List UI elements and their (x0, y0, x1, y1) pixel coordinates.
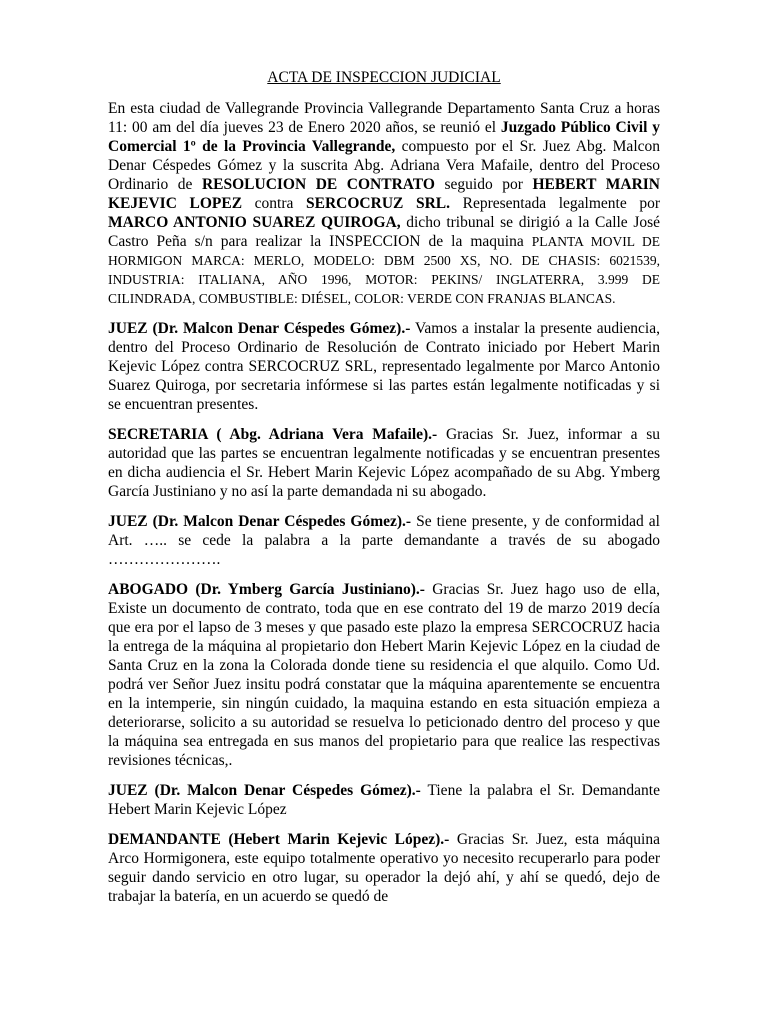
speaker-label: JUEZ (Dr. Malcon Denar Céspedes Gómez).- (108, 513, 412, 530)
intro-text-6: dicho tribunal se dirigió a la Calle José Castro Peña s/n para realizar la INSPECCION de la maquina (108, 214, 661, 250)
intro-text-5: Representada legalmente por (450, 195, 660, 212)
speaker-label: DEMANDANTE (Hebert Marin Kejevic López).- (108, 831, 450, 848)
speaker-label: JUEZ (Dr. Malcon Denar Céspedes Gómez).- (108, 320, 411, 337)
court-name: Juzgado Público Civil y Comercial 1º de la Provincia Vallegrande, (108, 119, 660, 155)
intro-paragraph (108, 99, 660, 308)
paragraph-judge-2 (108, 512, 660, 569)
intro-text-1: En esta ciudad de Vallegrande Provincia Vallegrande Departamento Santa Cruz a horas 11: 00 am del día jueves 23 de Enero 2020 años, se reunió el (108, 100, 660, 136)
intro-text-4: contra (242, 195, 307, 212)
process-type: RESOLUCION DE CONTRATO (201, 176, 435, 193)
representative-name: MARCO ANTONIO SUAREZ QUIROGA, (108, 214, 401, 231)
machine-description: PLANTA MOVIL DE HORMIGON MARCA: MERLO, MODELO: DBM 2500 XS, NO. DE CHASIS: 6021539, INDUSTRIA: ITALIANA, AÑO 1996, MOTOR: PEKINS/ INGLATERRA, 3.999 DE CILINDRADA, COMBUSTIBLE: DIÉSEL, COLOR: VERDE CON FRANJAS BLANCAS. (108, 234, 660, 306)
speaker-label: ABOGADO (Dr. Ymberg García Justiniano).- (108, 581, 425, 598)
paragraph-plaintiff (108, 830, 660, 906)
paragraph-text: Vamos a instalar la presente audiencia, dentro del Proceso Ordinario de Resolución de Contrato iniciado por Hebert Marin Kejevic López contra SERCOCRUZ SRL, representado legalmente por Marco Antonio Suarez Quiroga, por secretaria infórmese si las partes están legalmente notificadas y si se encuentran presentes. (108, 320, 660, 413)
paragraph-judge-3 (108, 781, 660, 819)
intro-text-2: compuesto por el Sr. Juez Abg. Malcon Denar Céspedes Gómez y la suscrita Abg. Adriana Vera Mafaile, dentro del Proceso Ordinario de (108, 138, 661, 193)
defendant-name: SERCOCRUZ SRL. (306, 195, 450, 212)
speaker-label: JUEZ (Dr. Malcon Denar Céspedes Gómez).- (108, 782, 421, 799)
paragraph-text: Gracias Sr. Juez hago uso de ella, Existe un documento de contrato, toda que en ese contrato del 19 de marzo 2019 decía que era por el lapso de 3 meses y que pasado este plazo la empresa SERCOCRUZ hacia la entrega de la máquina al propietario don Hebert Marin Kejevic López en la ciudad de Santa Cruz en la zona la Colorada donde tiene su residencia el que alquilo. Como Ud. podrá ver Señor Juez insitu podrá constatar que la máquina aparentemente se encuentra en la intemperie, sin ningún cuidado, la maquina estando en esta situación empieza a deteriorarse, solicito a su autoridad se resuelva lo peticionado dentro del proceso y que la máquina sea entregada en sus manos del propietario para que realice las respectivas revisiones técnicas,. (108, 581, 660, 769)
paragraph-lawyer (108, 580, 660, 770)
paragraph-text: Gracias Sr. Juez, informar a su autoridad que las partes se encuentran legalmente notificadas y se encuentran presentes en dicha audiencia el Sr. Hebert Marin Kejevic López acompañado de su Abg. Ymberg García Justiniano y no así la parte demandada ni su abogado. (108, 426, 660, 500)
plaintiff-name: HEBERT MARIN KEJEVIC LOPEZ (108, 176, 660, 212)
paragraph-secretary (108, 425, 660, 501)
paragraph-text: Se tiene presente, y de conformidad al Art. ….. se cede la palabra a la parte demandante a través de su abogado …………………. (108, 513, 660, 568)
paragraph-text: Gracias Sr. Juez, esta máquina Arco Hormigonera, este equipo totalmente operativo yo necesito recuperarlo para poder seguir dando servicio en otro lugar, su operador la dejó ahí, y ahí se quedó, dejo de trabajar la batería, en un acuerdo se quedó de (108, 831, 660, 905)
paragraph-judge-1 (108, 319, 660, 414)
speaker-label: SECRETARIA ( Abg. Adriana Vera Mafaile).- (108, 426, 438, 443)
paragraph-text: Tiene la palabra el Sr. Demandante Hebert Marin Kejevic López (108, 782, 660, 818)
intro-text-3: seguido por (434, 176, 533, 193)
document-title: ACTA DE INSPECCION JUDICIAL (267, 69, 501, 86)
